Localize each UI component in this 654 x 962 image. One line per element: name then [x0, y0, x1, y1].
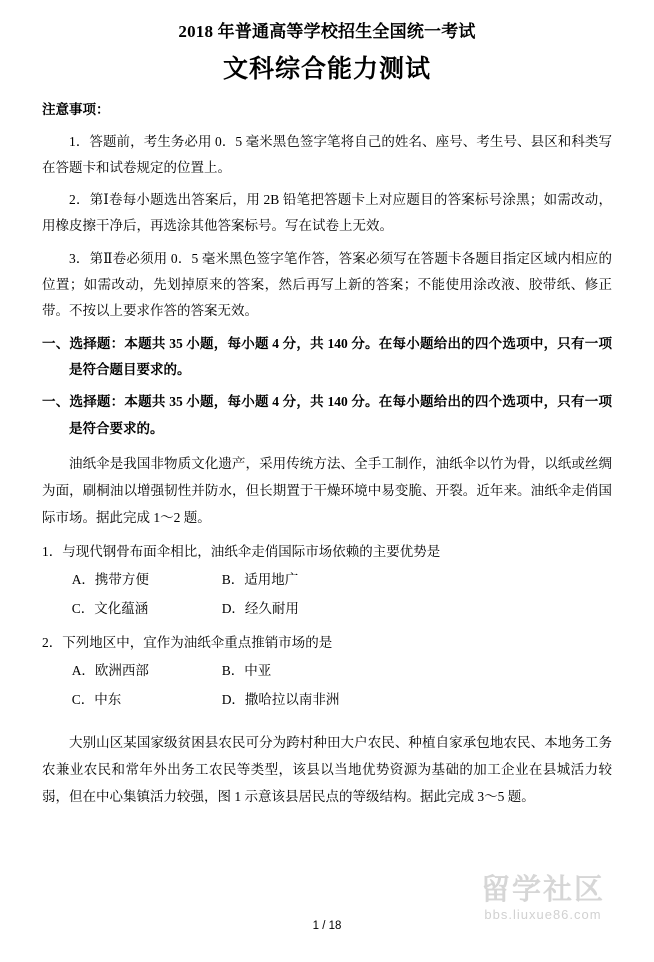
passage-2: 大别山区某国家级贫困县农民可分为跨村种田大户农民、种植自家承包地农民、本地务工务农兼业农民和常年外出务工农民等类型，该县以当地优势资源为基础的加工企业在县城活力较弱，但在中心集镇活力较强，图 1 示意该县居民点的等级结构。据此完成 3～5 题。	[42, 734, 612, 804]
question-1-option-b[interactable]: B．适用地广	[221, 572, 299, 588]
page-subtitle: 文科综合能力测试	[222, 55, 431, 83]
question-1-options-row-1	[42, 567, 612, 593]
question-2-option-d[interactable]: D．撒哈拉以南非洲	[221, 691, 340, 707]
notice-item-2: 2．第Ⅰ卷每小题选出答案后，用 2B 铅笔把答题卡上对应题目的答案标号涂黑；如需改动，用橡皮擦干净后，再选涂其他答案标号。写在试卷上无效。	[42, 192, 612, 234]
page-title: 2018 年普通高等学校招生全国统一考试	[178, 22, 476, 41]
passage-1: 油纸伞是我国非物质文化遗产，采用传统方法、全手工制作，油纸伞以竹为骨，以纸或丝绸为面，刷桐油以增强韧性并防水，但长期置于干燥环境中易变脆、开裂。近年来。油纸伞走俏国际市场。据此完成 1～2 题。	[42, 455, 612, 525]
question-1-options-row-2	[42, 596, 612, 622]
question-2-options-row-1	[42, 658, 612, 684]
watermark	[458, 875, 628, 922]
watermark-sub-text: bbs.liuxue86.com	[484, 907, 602, 922]
question-2-stem: 2．下列地区中，宜作为油纸伞重点推销市场的是	[42, 634, 333, 650]
question-2-options-row-2	[42, 687, 612, 713]
question-1-option-c[interactable]: C．文化蕴涵	[71, 600, 149, 616]
question-2-option-a[interactable]: A．欧洲西部	[71, 663, 149, 679]
question-1-option-a[interactable]: A．携带方便	[71, 572, 149, 588]
watermark-main-text: 留学社区	[480, 873, 605, 906]
section-header-1: 一、选择题：本题共 35 小题，每小题 4 分，共 140 分。在每小题给出的四个选项中，只有一项是符合题目要求的。	[42, 335, 612, 378]
notice-heading: 注意事项：	[42, 102, 110, 118]
page-number: 1 / 18	[312, 920, 342, 932]
question-2-option-b[interactable]: B．中亚	[221, 663, 272, 679]
question-2-option-c[interactable]: C．中东	[71, 691, 122, 707]
notice-item-3: 3．第Ⅱ卷必须用 0．5 毫米黑色签字笔作答，答案必须写在答题卡各题目指定区域内相应的位置；如需改动，先划掉原来的答案，然后再写上新的答案；不能使用涂改液、胶带纸、修正带。不按以上要求作答的答案无效。	[42, 250, 612, 319]
question-1-option-d[interactable]: D．经久耐用	[221, 600, 299, 616]
notice-item-1: 1．答题前，考生务必用 0．5 毫米黑色签字笔将自己的姓名、座号、考生号、县区和科类写在答题卡和试卷规定的位置上。	[42, 133, 612, 175]
section-header-2: 一、选择题：本题共 35 小题，每小题 4 分，共 140 分。在每小题给出的四个选项中，只有一项是符合要求的。	[42, 394, 612, 436]
question-1-stem: 1．与现代钢骨布面伞相比，油纸伞走俏国际市场依赖的主要优势是	[42, 543, 441, 559]
